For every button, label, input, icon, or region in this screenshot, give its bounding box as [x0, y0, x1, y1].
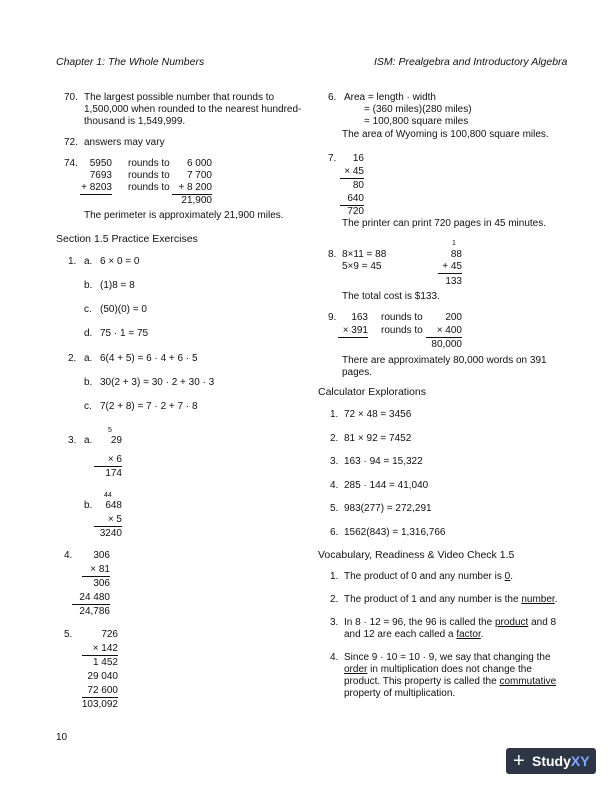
q3-number: 3. [68, 435, 77, 446]
q3a-label: a. [84, 435, 93, 446]
q5-partial-2: 29 040 [87, 671, 118, 682]
q3b-carry: 44 [104, 492, 112, 499]
q1b-text: (1)8 = 8 [100, 280, 135, 291]
problem-74-value-b1: 6 000 [186, 158, 212, 169]
q8-number: 8. [328, 249, 337, 260]
q6-conclusion: The area of Wyoming is 100,800 square miles. [342, 129, 549, 140]
q3a-carry: 5 [108, 427, 112, 434]
q5-top: 726 [101, 629, 118, 640]
q5-multiplier: × 142 [82, 643, 118, 656]
vocab-2-pre: The product of 1 and any number is the [344, 594, 522, 605]
problem-70-line2: 1,500,000 when rounded to the nearest hundred- [84, 104, 302, 115]
q9-value-b1: 200 [445, 312, 462, 323]
logo-accent: XY [570, 753, 590, 769]
q4-top: 306 [93, 550, 110, 561]
q8-carry: 1 [452, 240, 456, 247]
problem-74-value-b3: + 8 200 [172, 182, 212, 195]
calc-5-number: 5. [330, 503, 339, 514]
vocab-4-line2-post: in multiplication does not change the [367, 664, 532, 675]
problem-70-line3: thousand is 1,549,999. [84, 116, 186, 127]
q7-multiplier: × 45 [340, 166, 364, 179]
q7-partial-2: 640 [340, 193, 364, 206]
problem-70-number: 70. [64, 92, 78, 103]
page-number: 10 [56, 732, 68, 743]
q9-number: 9. [328, 312, 337, 323]
calc-3-text: 163 · 94 = 15,322 [344, 456, 423, 467]
q3b-top: 648 [105, 500, 122, 511]
problem-72-text: answers may vary [84, 137, 165, 148]
q3a-multiplier: × 6 [94, 454, 122, 467]
calc-4-text: 285 · 144 = 41,040 [344, 480, 429, 491]
q2a-text: 6(4 + 5) = 6 · 4 + 6 · 5 [100, 353, 198, 364]
problem-74-total: 21,900 [181, 195, 212, 206]
studyxy-logo[interactable] [506, 748, 596, 774]
q3b-label: b. [84, 500, 93, 511]
vocab-4-answer-order: order [344, 664, 368, 675]
q1a-label: a. [84, 256, 93, 267]
vocab-3-mid: and 8 [528, 617, 557, 628]
q9-value-a2: × 391 [338, 325, 368, 338]
q1d-text: 75 · 1 = 75 [100, 328, 149, 339]
section-title-practice: Section 1.5 Practice Exercises [56, 233, 198, 245]
vocab-4-line3-pre: product. This property is called the [344, 676, 500, 687]
vocab-1-number: 1. [330, 571, 339, 582]
q8-addend-1: 88 [450, 249, 462, 260]
vocab-4-line4: property of multiplication. [344, 688, 456, 699]
q7-top: 16 [352, 153, 364, 164]
q9-value-a1: 163 [351, 312, 368, 323]
q1b-label: b. [84, 280, 93, 291]
q3a-top: 29 [110, 435, 122, 446]
plus-icon: + [513, 750, 525, 772]
q5-partial-1: 1 452 [92, 657, 118, 668]
calc-1-text: 72 × 48 = 3456 [344, 409, 412, 420]
calc-5-text: 983(277) = 272,291 [344, 503, 432, 514]
q9-rounds-to-2: rounds to [381, 325, 423, 336]
q9-conclusion-line2: pages. [342, 367, 373, 378]
problem-74-conclusion: The perimeter is approximately 21,900 miles. [84, 210, 284, 221]
q7-partial-1: 80 [352, 180, 364, 191]
calc-6-number: 6. [330, 527, 339, 538]
vocab-3-post: . [480, 629, 484, 640]
q2a-label: a. [84, 353, 93, 364]
vocab-4-line2 [344, 664, 532, 676]
vocab-2-answer: number [521, 594, 555, 605]
q8-addend-2: + 45 [438, 261, 462, 274]
q8-eq1: 8×11 = 88 [342, 249, 387, 260]
problem-74-value-a2: 7693 [89, 170, 112, 181]
vocab-3-answer-product: product [494, 617, 529, 628]
q6-number: 6. [328, 92, 337, 103]
q7-result: 720 [347, 206, 364, 217]
vocab-1-pre: The product of 0 and any number is [344, 571, 505, 582]
vocab-3-line2-pre: and 12 are each called a [344, 629, 457, 640]
problem-74-rounds-to-2: rounds to [128, 170, 170, 181]
q6-line1: Area = length · width [344, 92, 436, 103]
q2b-text: 30(2 + 3) = 30 · 2 + 30 · 3 [100, 377, 215, 388]
problem-74-value-b2: 7 700 [186, 170, 212, 181]
q4-partial-1: 306 [93, 578, 110, 589]
vocab-1-answer: 0 [504, 571, 511, 582]
calc-1-number: 1. [330, 409, 339, 420]
q8-sum: 133 [445, 276, 462, 287]
q1c-text: (50)(0) = 0 [100, 304, 147, 315]
section-title-calculator: Calculator Explorations [318, 386, 426, 398]
vocab-4-line3 [344, 676, 556, 688]
q1-number: 1. [68, 256, 77, 267]
problem-74-rounds-to-3: rounds to [128, 182, 170, 193]
calc-3-number: 3. [330, 456, 339, 467]
q8-eq2: 5×9 = 45 [342, 261, 382, 272]
q9-result: 80,000 [431, 339, 462, 350]
problem-72-number: 72. [64, 137, 78, 148]
vocab-4-answer-commutative: commutative [499, 676, 557, 687]
q4-result: 24,786 [79, 606, 110, 617]
q7-number: 7. [328, 153, 337, 164]
vocab-1-post: . [510, 571, 513, 582]
q2c-text: 7(2 + 8) = 7 · 2 + 7 · 8 [100, 401, 198, 412]
q9-conclusion-line1: There are approximately 80,000 words on 391 [342, 355, 547, 366]
problem-74-number: 74. [64, 158, 78, 169]
vocab-3-line1 [344, 617, 556, 629]
q7-conclusion: The printer can print 720 pages in 45 minutes. [342, 218, 547, 229]
section-title-vocabulary: Vocabulary, Readiness & Video Check 1.5 [318, 549, 515, 561]
q9-value-b2: × 400 [426, 325, 462, 338]
q8-conclusion: The total cost is $133. [342, 291, 440, 302]
problem-70-line1: The largest possible number that rounds to [84, 92, 275, 103]
q5-number: 5. [64, 629, 73, 640]
q3b-result: 3240 [99, 528, 122, 539]
q4-partial-2: 24 480 [72, 592, 110, 605]
vocab-4-number: 4. [330, 652, 339, 663]
q4-multiplier: × 81 [82, 564, 110, 577]
vocab-3-line2 [344, 629, 484, 641]
header-chapter: Chapter 1: The Whole Numbers [56, 56, 205, 68]
logo-name: Study [532, 753, 571, 769]
problem-74-value-a3: + 8203 [81, 182, 112, 193]
q3a-result: 174 [105, 468, 122, 479]
vocab-4-line1: Since 9 · 10 = 10 · 9, we say that changing the [344, 652, 551, 663]
vocab-2-text [344, 594, 557, 606]
problem-74-rounds-to-1: rounds to [128, 158, 170, 169]
q4-number: 4. [64, 550, 73, 561]
calc-2-text: 81 × 92 = 7452 [344, 433, 412, 444]
q3b-multiplier: × 5 [94, 514, 122, 527]
q1a-text: 6 × 0 = 0 [100, 256, 140, 267]
vocab-3-pre: In 8 · 12 = 96, the 96 is called the [344, 617, 495, 628]
calc-4-number: 4. [330, 480, 339, 491]
problem-74-value-a1: 5950 [89, 158, 112, 169]
vocab-3-number: 3. [330, 617, 339, 628]
q6-line3: = 100,800 square miles [364, 116, 469, 127]
q2b-label: b. [84, 377, 93, 388]
q5-partial-3: 72 600 [82, 685, 118, 698]
q1c-label: c. [84, 304, 92, 315]
q1d-label: d. [84, 328, 93, 339]
q9-rounds-to-1: rounds to [381, 312, 423, 323]
logo-text [532, 748, 590, 774]
q2-number: 2. [68, 353, 77, 364]
vocab-2-post: . [554, 594, 558, 605]
q6-line2: = (360 miles)(280 miles) [364, 104, 472, 115]
vocab-3-answer-factor: factor [456, 629, 481, 640]
calc-6-text: 1562(843) = 1,316,766 [344, 527, 446, 538]
q2c-label: c. [84, 401, 92, 412]
vocab-1-text [344, 571, 513, 583]
calc-2-number: 2. [330, 433, 339, 444]
vocab-2-number: 2. [330, 594, 339, 605]
q5-result: 103,092 [81, 699, 118, 710]
header-book-title: ISM: Prealgebra and Introductory Algebra [374, 56, 568, 68]
